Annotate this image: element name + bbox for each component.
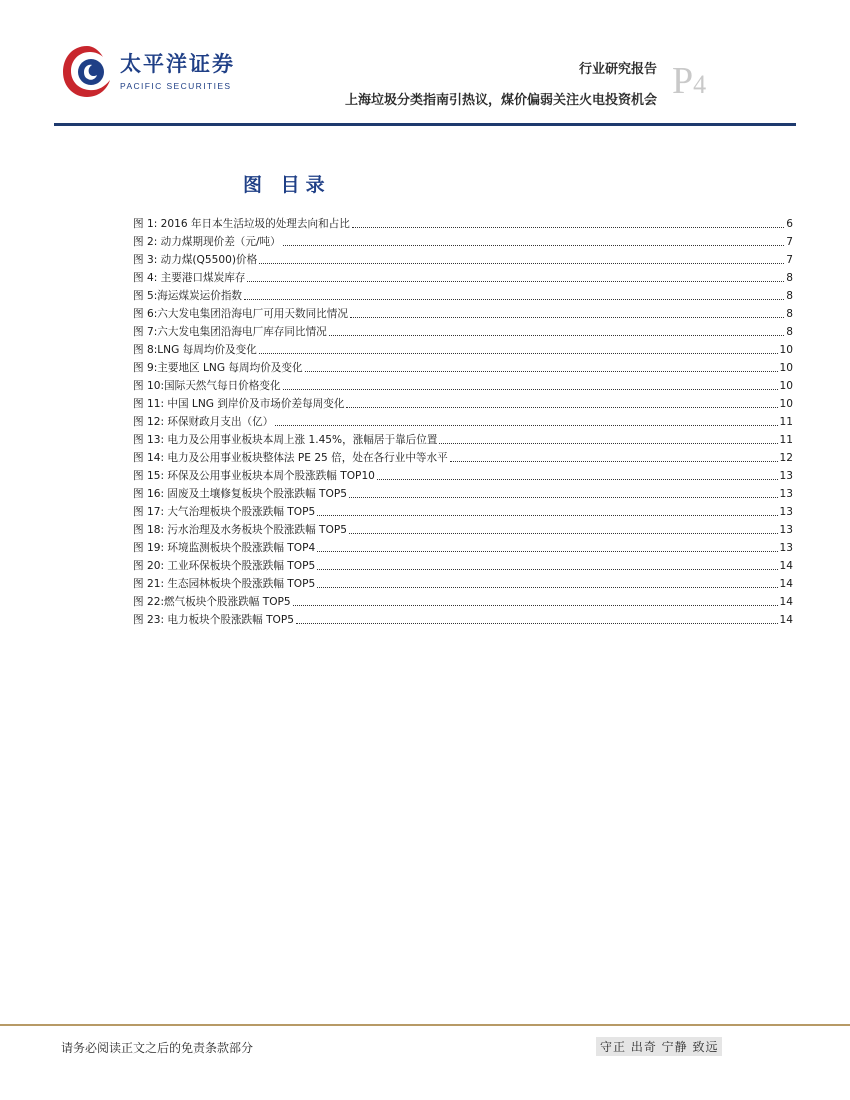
toc-entry-page: 11 [779, 434, 793, 446]
toc-entry-title: 图 23: 电力板块个股涨跌幅 TOP5 [133, 614, 295, 626]
toc-entry-page: 10 [779, 380, 793, 392]
toc-entry-title: 图 1: 2016 年日本生活垃圾的处理去向和占比 [133, 218, 350, 230]
toc-entry[interactable] [133, 233, 793, 251]
figure-list [133, 215, 793, 629]
toc-entry[interactable] [133, 413, 793, 431]
toc-leader-dots [244, 298, 784, 300]
company-logo [60, 42, 280, 102]
toc-leader-dots [247, 280, 784, 282]
toc-entry[interactable] [133, 503, 793, 521]
toc-heading: 图 目录 [243, 174, 331, 196]
toc-entry[interactable] [133, 269, 793, 287]
toc-entry-title: 图 6:六大发电集团沿海电厂可用天数同比情况 [133, 308, 348, 320]
footer-motto: 守正 出奇 宁静 致远 [596, 1037, 722, 1056]
toc-entry-title: 图 4: 主要港口煤炭库存 [133, 272, 246, 284]
toc-entry-title: 图 8:LNG 每周均价及变化 [133, 344, 257, 356]
footer-disclaimer: 请务必阅读正文之后的免责条款部分 [61, 1041, 254, 1055]
report-type: 行业研究报告 [578, 62, 657, 77]
page-prefix: P [672, 60, 694, 102]
header-divider [54, 123, 796, 126]
toc-leader-dots [283, 388, 778, 390]
toc-entry[interactable] [133, 611, 793, 629]
toc-entry-title: 图 5:海运煤炭运价指数 [133, 290, 243, 302]
toc-entry-title: 图 2: 动力煤期现价差（元/吨） [133, 236, 281, 248]
toc-entry-page: 8 [786, 290, 793, 302]
toc-entry-title: 图 21: 生态园林板块个股涨跌幅 TOP5 [133, 578, 316, 590]
logo-english-name: PACIFIC SECURITIES [120, 81, 232, 91]
pacific-securities-logo-icon [60, 42, 114, 100]
toc-entry-title: 图 3: 动力煤(Q5500)价格 [133, 254, 258, 266]
toc-entry[interactable] [133, 251, 793, 269]
footer-divider [0, 1024, 850, 1026]
report-title: 上海垃圾分类指南引热议，煤价偏弱关注火电投资机会 [344, 93, 657, 108]
toc-entry[interactable] [133, 323, 793, 341]
toc-leader-dots [352, 226, 784, 228]
toc-leader-dots [259, 262, 784, 264]
toc-entry[interactable] [133, 521, 793, 539]
toc-entry-title: 图 7:六大发电集团沿海电厂库存同比情况 [133, 326, 327, 338]
toc-entry-page: 11 [779, 416, 793, 428]
toc-leader-dots [349, 496, 778, 498]
toc-entry[interactable] [133, 539, 793, 557]
toc-entry-page: 14 [779, 614, 793, 626]
toc-leader-dots [329, 334, 784, 336]
toc-entry[interactable] [133, 593, 793, 611]
toc-entry-page: 10 [779, 362, 793, 374]
toc-entry[interactable] [133, 305, 793, 323]
toc-entry-title: 图 14: 电力及公用事业板块整体法 PE 25 倍，处在各行业中等水平 [133, 452, 448, 464]
toc-entry[interactable] [133, 449, 793, 467]
toc-leader-dots [259, 352, 778, 354]
page-header [0, 0, 850, 130]
toc-entry-page: 14 [779, 596, 793, 608]
toc-entry-page: 14 [779, 560, 793, 572]
toc-entry[interactable] [133, 341, 793, 359]
toc-entry-page: 12 [779, 452, 793, 464]
toc-entry[interactable] [133, 359, 793, 377]
toc-leader-dots [275, 424, 777, 426]
toc-leader-dots [317, 550, 777, 552]
toc-entry-page: 10 [779, 344, 793, 356]
toc-leader-dots [317, 568, 777, 570]
toc-leader-dots [317, 586, 777, 588]
logo-chinese-name: 太平洋证券 [120, 52, 235, 76]
toc-leader-dots [350, 316, 784, 318]
toc-leader-dots [293, 604, 778, 606]
toc-entry-page: 13 [779, 524, 793, 536]
toc-leader-dots [439, 442, 777, 444]
toc-entry[interactable] [133, 431, 793, 449]
toc-entry[interactable] [133, 287, 793, 305]
toc-leader-dots [346, 406, 777, 408]
toc-entry-title: 图 16: 固废及土壤修复板块个股涨跌幅 TOP5 [133, 488, 347, 500]
toc-entry-title: 图 11: 中国 LNG 到岸价及市场价差每周变化 [133, 398, 345, 410]
toc-entry-page: 13 [779, 470, 793, 482]
toc-entry-page: 8 [786, 308, 793, 320]
toc-entry-title: 图 19: 环境监测板块个股涨跌幅 TOP4 [133, 542, 316, 554]
toc-entry-page: 7 [786, 236, 793, 248]
toc-entry-page: 13 [779, 488, 793, 500]
toc-entry[interactable] [133, 575, 793, 593]
toc-entry[interactable] [133, 557, 793, 575]
toc-entry-title: 图 22:燃气板块个股涨跌幅 TOP5 [133, 596, 291, 608]
toc-entry-title: 图 10:国际天然气每日价格变化 [133, 380, 281, 392]
toc-entry-title: 图 13: 电力及公用事业板块本周上涨 1.45%，涨幅居于靠后位置 [133, 434, 438, 446]
toc-entry-title: 图 15: 环保及公用事业板块本周个股涨跌幅 TOP10 [133, 470, 375, 482]
toc-entry[interactable] [133, 377, 793, 395]
toc-entry-page: 8 [786, 272, 793, 284]
toc-leader-dots [349, 532, 778, 534]
toc-entry-page: 7 [786, 254, 793, 266]
toc-entry[interactable] [133, 485, 793, 503]
toc-leader-dots [305, 370, 778, 372]
toc-entry-title: 图 20: 工业环保板块个股涨跌幅 TOP5 [133, 560, 316, 572]
toc-entry-title: 图 12: 环保财政月支出（亿） [133, 416, 274, 428]
toc-entry-page: 13 [779, 542, 793, 554]
toc-entry-page: 8 [786, 326, 793, 338]
page-number [672, 62, 706, 100]
toc-leader-dots [296, 622, 777, 624]
toc-entry[interactable] [133, 215, 793, 233]
toc-entry-title: 图 9:主要地区 LNG 每周均价及变化 [133, 362, 303, 374]
toc-entry-page: 6 [786, 218, 793, 230]
toc-leader-dots [283, 244, 785, 246]
toc-entry-title: 图 18: 污水治理及水务板块个股涨跌幅 TOP5 [133, 524, 347, 536]
toc-entry[interactable] [133, 467, 793, 485]
toc-entry-page: 13 [779, 506, 793, 518]
toc-leader-dots [377, 478, 778, 480]
toc-entry-page: 10 [779, 398, 793, 410]
toc-leader-dots [450, 460, 778, 462]
page-number-value: 4 [693, 70, 707, 99]
toc-leader-dots [317, 514, 777, 516]
toc-entry-page: 14 [779, 578, 793, 590]
toc-entry[interactable] [133, 395, 793, 413]
toc-entry-title: 图 17: 大气治理板块个股涨跌幅 TOP5 [133, 506, 316, 518]
